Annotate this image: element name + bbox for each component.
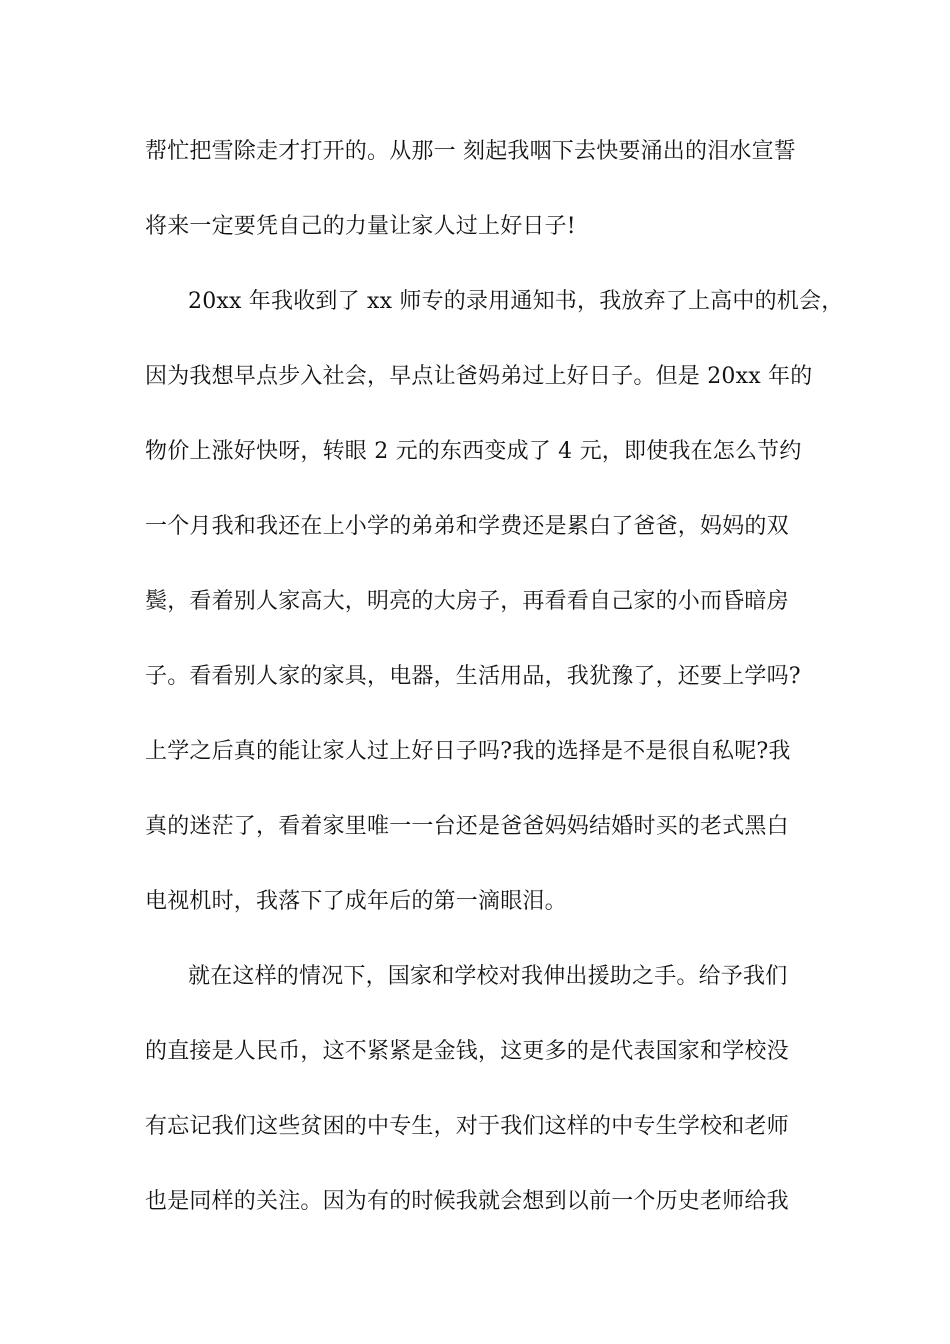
text-line: 因为我想早点步入社会，早点让爸妈弟过上好日子。但是 20xx 年的 — [145, 364, 813, 389]
text-line: 物价上涨好快呀，转眼 2 元的东西变成了 4 元，即使我在怎么节约 — [145, 439, 802, 464]
text-line: 鬓，看着别人家高大，明亮的大房子，再看看自己家的小而昏暗房 — [145, 589, 789, 614]
text-line: 帮忙把雪除走才打开的。从那一 刻起我咽下去快要涌出的泪水宣誓 — [145, 139, 796, 164]
text-line: 也是同样的关注。因为有的时候我就会想到以前一个历史老师给我 — [145, 1189, 789, 1214]
text-line: 将来一定要凭自己的力量让家人过上好日子! — [145, 214, 576, 239]
text-line: 子。看看别人家的家具，电器，生活用品，我犹豫了，还要上学吗? — [145, 664, 801, 689]
text-line: 有忘记我们这些贫困的中专生，对于我们这样的中专生学校和老师 — [145, 1114, 789, 1139]
text-line: 上学之后真的能让家人过上好日子吗?我的选择是不是很自私呢?我 — [145, 739, 791, 764]
paragraph-start-line: 20xx 年我收到了 xx 师专的录用通知书，我放弃了上高中的机会， — [188, 289, 844, 314]
text-line: 一个月我和我还在上小学的弟弟和学费还是累白了爸爸，妈妈的双 — [145, 514, 789, 539]
text-line: 的直接是人民币，这不紧紧是金钱，这更多的是代表国家和学校没 — [145, 1039, 789, 1064]
text-line: 真的迷茫了，看着家里唯一一台还是爸爸妈妈结婚时买的老式黑白 — [145, 814, 789, 839]
text-line: 电视机时，我落下了成年后的第一滴眼泪。 — [145, 889, 567, 914]
paragraph-start-line: 就在这样的情况下，国家和学校对我伸出援助之手。给予我们 — [188, 964, 788, 989]
